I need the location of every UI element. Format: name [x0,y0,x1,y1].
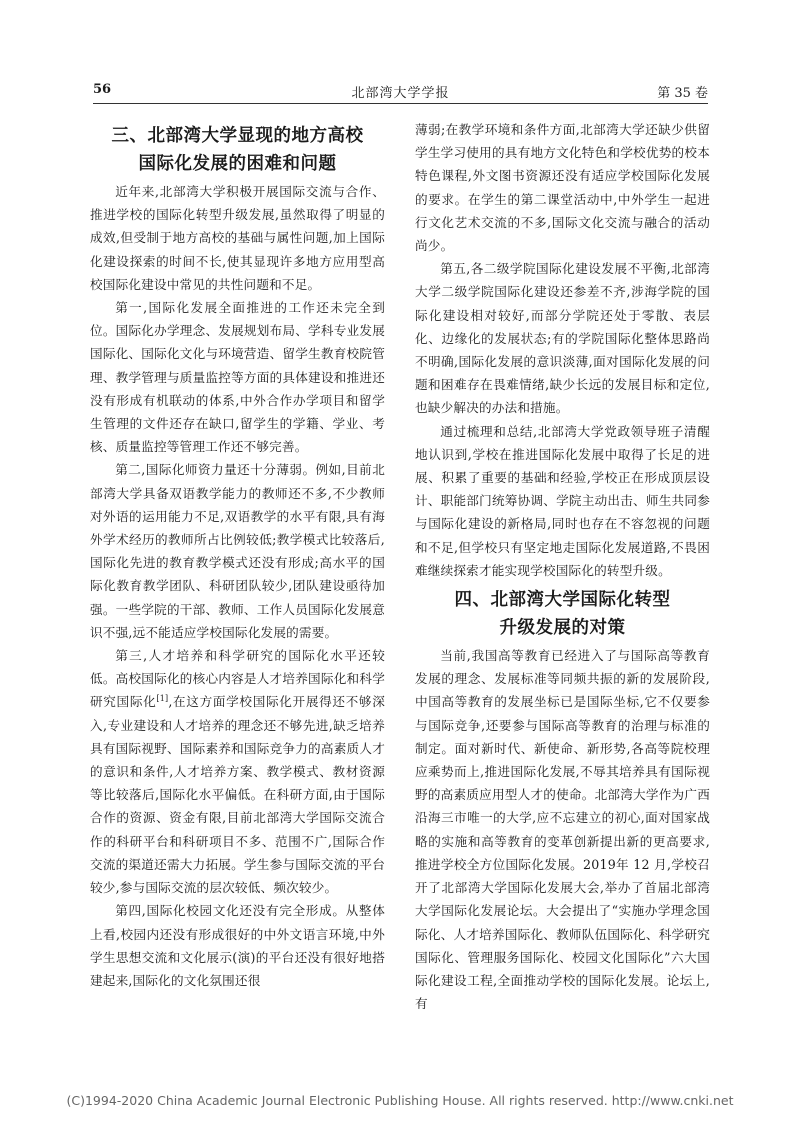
left-column [90,118,385,992]
section-4-heading-line-1: 四、北部湾大学国际化转型 [454,590,671,611]
paragraph-summary: 通过梳理和总结,北部湾大学党政领导班子清醒地认识到,学校在推进国际化发展中取得了长足的进展、积累了重要的基础和经验,学校正在形成顶层设计、职能部门统筹协调、学院主动出击、师生共同参与国际化建设的新格局,同时也存在不容忽视的问题和不足,但学校只有坚定地走国际化发展道路,不畏困难继续探索才能实现学校国际化的转型升级。 [415,423,710,578]
paragraph-fourth-issue: 第四,国际化校园文化还没有完全形成。从整体上看,校园内还没有形成很好的中外文语言环境,中外学生思想交流和文化展示(演)的平台还没有很好地搭建起来,国际化的文化氛围还很 [90,903,385,988]
section-3-heading [90,122,385,178]
section-4-heading [415,586,710,642]
paragraph-strategy: 当前,我国高等教育已经进入了与国际高等教育发展的理念、发展标准等同频共振的新的发展阶段,中国高等教育的发展坐标已是国际坐标,它不仅要参与国际竞争,还要参与国际高等教育的治理与标准的制定。面对新时代、新使命、新形势,各高等院校理应乘势而上,推进国际化发展,不辱其培养具有国际视野的高素质应用型人才的使命。北部湾大学作为广西沿海三市唯一的大学,应不忘建立的初心,面对国家战略的实施和高等教育的变革创新提出新的更高要求,推进学校全方位国际化发展。2019年 12 月,学校召开了北部湾大学国际化发展大会,举办了首届北部湾大学国际化发展论坛。大会提出了“实施办学理念国际化、人才培养国际化、教师队伍国际化、科学研究国际化、管理服务国际化、校园文化国际化”六大国际化建设工程,全面推动学校的国际化发展。论坛上,有 [415,648,710,1012]
paragraph-third-issue-part-2: ,在这方面学校国际化开展得还不够深入,专业建设和人才培养的理念还不够先进,缺乏培养具有国际视野、国际素养和国际竞争力的高素质人才的意识和条件,人才培养方案、教学模式、教材资源等比较落后,国际化水平偏低。在科研方面,由于国际合作的资源、资金有限,目前北部湾大学国际交流合作的科研平台和科研项目不多、范围不广,国际合作交流的渠道还需大力拓展。学生参与国际交流的平台较少,参与国际交流的层次较低、频次较少。 [90,694,386,896]
section-4-heading-line-2: 升级发展的对策 [499,618,626,639]
paragraph-intro: 近年来,北部湾大学积极开展国际交流与合作、推进学校的国际化转型升级发展,虽然取得了明显的成效,但受制于地方高校的基础与属性问题,加上国际化建设探索的时间不长,使其显现许多地方应用型高校国际化建设中常见的共性问题和不足。 [90,184,385,292]
copyright-footer: (C)1994-2020 China Academic Journal Electronic Publishing House. All rights reserved. http://www.cnki.net [66,1093,734,1108]
paragraph-third-issue [90,644,385,899]
header-rule [93,103,708,104]
paragraph-second-issue: 第二,国际化师资力量还十分薄弱。例如,目前北部湾大学具备双语教学能力的教师还不多,不少教师对外语的运用能力不足,双语教学的水平有限,具有海外学术经历的教师所占比例较低;教学模式比较落后,国际化先进的教育教学模式还没有形成;高水平的国际化教育教学团队、科研团队较少,团队建设亟待加强。一些学院的干部、教师、工作人员国际化发展意识不强,远不能适应学校国际化发展的需要。 [90,462,385,640]
page-number: 56 [93,82,112,97]
running-header [93,78,708,102]
journal-name: 北部湾大学学报 [351,86,450,101]
paragraph-third-issue-part-1: 第三,人才培养和科学研究的国际化水平还较低。高校国际化的核心内容是人才培养国际化和科学研究国际化 [90,648,385,710]
paragraph-fourth-issue-continued: 薄弱;在教学环境和条件方面,北部湾大学还缺少供留学生学习使用的具有地方文化特色和学校优势的校本特色课程,外文图书资源还没有适应学校国际化发展的要求。在学生的第二课堂活动中,中外学生一起进行文化艺术交流的不多,国际文化交流与融合的活动尚少。 [415,122,710,254]
paragraph-fifth-issue: 第五,各二级学院国际化建设发展不平衡,北部湾大学二级学院国际化建设还参差不齐,涉海学院的国际化建设相对较好,而部分学院还处于零散、表层化、边缘化的发展状态;有的学院国际化整体思路尚不明确,国际化发展的意识淡薄,面对国际化发展的问题和困难存在畏难情绪,缺少长远的发展目标和定位,也缺少解决的办法和措施。 [415,261,710,416]
citation-ref[interactable]: [1] [156,694,169,704]
section-3-heading-line-1: 三、北部湾大学显现的地方高校 [111,126,364,146]
volume-label: 第 35 卷 [657,86,708,101]
right-column [415,118,710,1015]
paragraph-first-issue: 第一,国际化发展全面推进的工作还未完全到位。国际化办学理念、发展规划布局、学科专业发展国际化、国际化文化与环境营造、留学生教育校院管理、教学管理与质量监控等方面的具体建设和推进还没有形成有机联动的体系,中外合作办学项目和留学生管理的文件还存在缺口,留学生的学籍、学业、考核、质量监控等管理工作还不够完善。 [90,300,385,455]
section-3-heading-line-2: 国际化发展的困难和问题 [138,154,337,174]
